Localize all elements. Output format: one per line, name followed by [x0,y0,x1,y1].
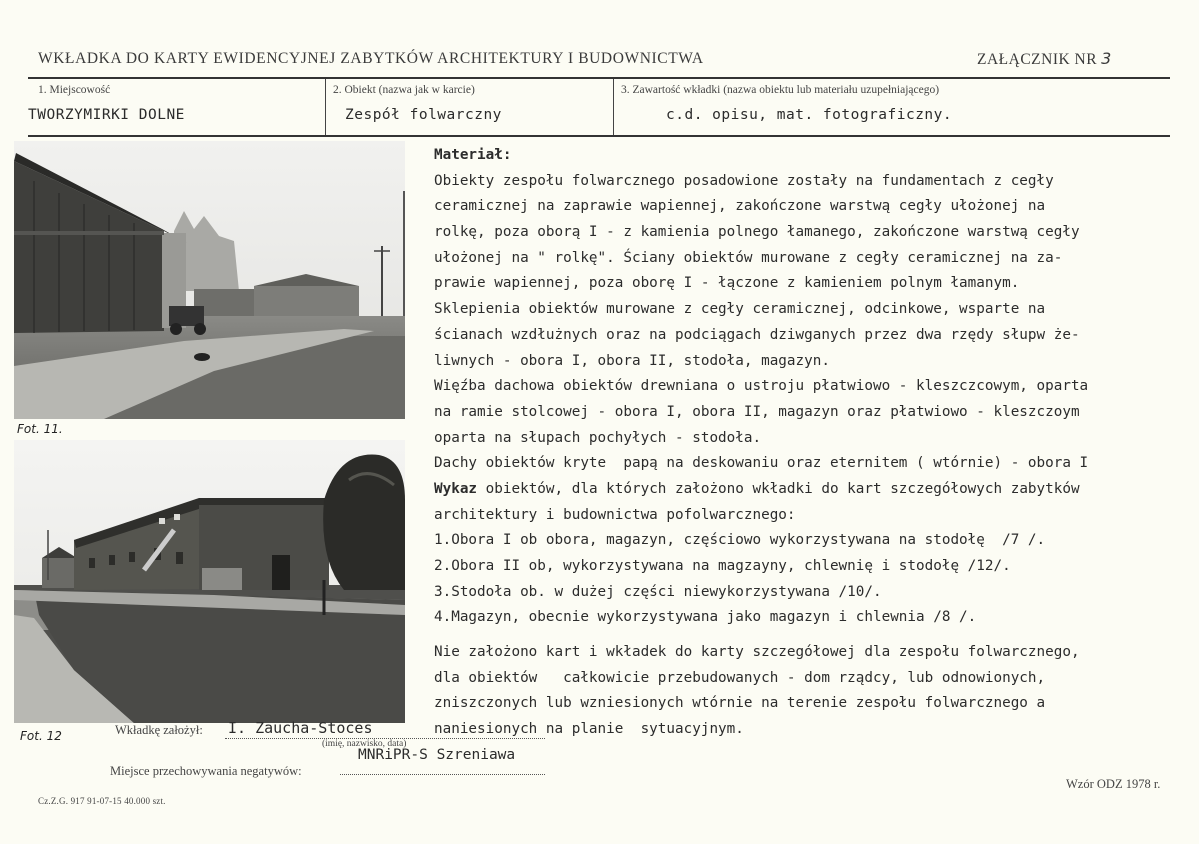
attachment-number [977,49,1112,69]
text-line: naniesionych na planie sytuacyjnym. [434,721,744,738]
document-title: WKŁADKA DO KARTY EWIDENCYJNEJ ZABYTKÓW ARCHITEKTURY I BUDOWNICTWA [38,50,704,67]
wykaz-heading: Wykaz [434,480,478,497]
field-object-label: 2. Obiekt (nazwa jak w karcie) [333,84,475,96]
wykaz-text: obiektów, dla których założono wkładki do kart szczegółowych zabytków [477,480,1080,497]
negatives-dotline [340,774,545,775]
text-line: prawie wapiennej, poza oborę I - łączone z kamieniem polnym łamanym. [434,275,1020,292]
field-divider-1 [325,79,326,135]
text-line: ceramicznej na zaprawie wapiennej, zakończone warstwą cegły ułożonej na [434,198,1046,215]
attachment-label: ZAŁĄCZNIK NR [977,51,1098,68]
text-line: oparta na słupach pochyłych - stodoła. [434,429,762,446]
founder-hint: (imię, nazwisko, data) [322,739,407,749]
founder-value: I. Zaucha-Stoces [228,719,373,737]
field-content-label: 3. Zawartość wkładki (nazwa obiektu lub materiału uzupełniającego) [621,84,940,96]
description-text [434,143,1194,743]
photo-barn-road [14,141,405,419]
list-item: 3.Stodoła ob. w dużej części niewykorzystywana /10/. [434,583,882,600]
field-location-value: TWORZYMIRKI DOLNE [28,107,185,123]
field-location-label: 1. Miejscowość [38,84,111,96]
photo-1-caption: Fot. 11. [17,422,63,436]
text-line: na ramie stolcowej - obora I, obora II, magazyn oraz płatwiowo - kleszczoym [434,403,1080,420]
text-line: rolkę, poza oborą I - z kamienia polnego łamanego, zakończone warstwą cegły [434,224,1080,241]
text-line: zniszczonych lub wzniesionych wtórnie na terenie zespołu folwarcznego a [434,695,1046,712]
material-heading: Materiał: [434,147,512,163]
negatives-value: MNRiPR-S Szreniawa [358,747,516,763]
text-line: ułożonej na " rolkę". Ściany obiektów murowane z cegły ceramicznej na za- [434,249,1063,266]
field-object-value: Zespół folwarczny [345,107,502,123]
text-line: ścianach wzdłużnych oraz na podciągach dziwganych przez dwa rzędy słupw że- [434,326,1080,343]
text-line: dla obiektów całkowicie przebudowanych - dom rządcy, lub odnowionych, [434,669,1046,686]
founder-label: Wkładkę założył: [115,723,203,737]
field-divider-2 [613,79,614,135]
form-version: Wzór ODZ 1978 r. [1066,777,1161,791]
list-item: 4.Magazyn, obecnie wykorzystywana jako magazyn i chlewnia /8 /. [434,609,977,626]
attachment-number-value: 3 [1101,49,1112,68]
header-top-rule [28,77,1170,79]
text-line: Nie założono kart i wkładek do karty szczegółowej dla zespołu folwarcznego, [434,644,1080,661]
text-line [434,477,1194,503]
text-line: architektury i budownictwa pofolwarcznego: [434,506,796,523]
field-content-value: c.d. opisu, mat. fotograficzny. [666,107,953,123]
print-info: Cz.Z.G. 917 91-07-15 40.000 szt. [38,796,166,806]
photo-2-caption: Fot. 12 [20,729,62,743]
header-bottom-rule [28,135,1170,137]
text-line: Sklepienia obiektów murowane z cegły ceramicznej, odcinkowe, wsparte na [434,301,1046,318]
negatives-label: Miejsce przechowywania negatywów: [110,764,302,778]
text-line: liwnych - obora I, obora II, stodoła, magazyn. [434,352,830,369]
text-line: Dachy obiektów kryte papą na deskowaniu oraz eternitem ( wtórnie) - obora I [434,455,1089,472]
text-line: Więźba dachowa obiektów drewniana o ustroju płatwiowo - kleszczcowym, oparta [434,378,1089,395]
list-item: 1.Obora I ob obora, magazyn, częściowo wykorzystywana na stodołę /7 /. [434,532,1046,549]
list-item: 2.Obora II ob, wykorzystywana na magzayny, chlewnię i stodołę /12/. [434,558,1011,574]
text-line: Obiekty zespołu folwarcznego posadowione zostały na fundamentach z cegły [434,172,1054,189]
photo-farm-building [14,440,405,723]
